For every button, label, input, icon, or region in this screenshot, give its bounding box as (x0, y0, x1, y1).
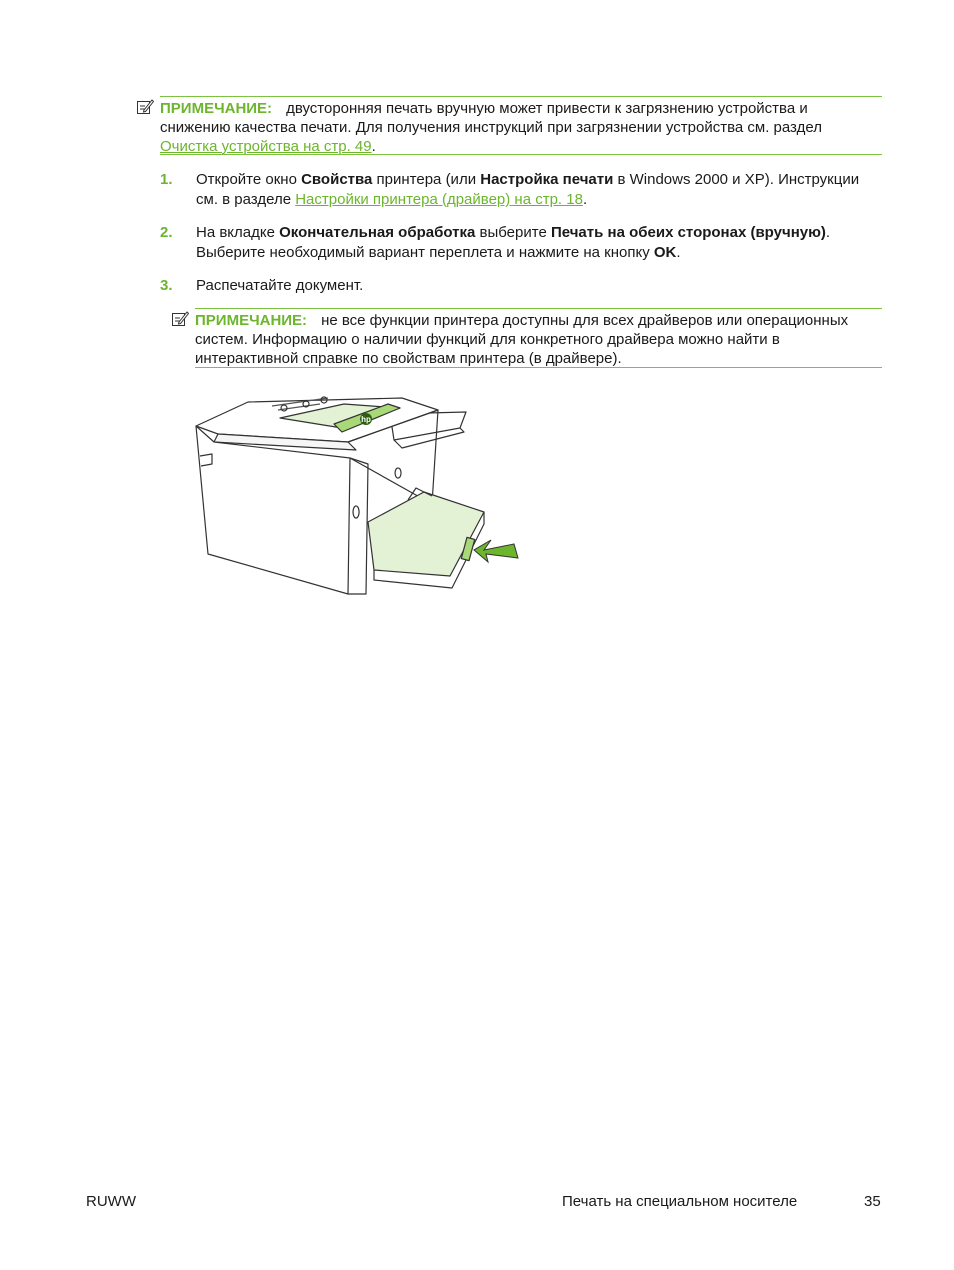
note-text: двусторонняя печать вручную может привести к загрязнению устройства и снижению качества печати. Для получения инструкций при загрязнении устройства см. раздел (160, 100, 822, 136)
note-block-2 (195, 308, 882, 368)
driver-settings-link[interactable]: Настройки принтера (драйвер) на стр. 18 (295, 191, 583, 208)
note-pencil-icon (171, 310, 189, 328)
printer-illustration (188, 384, 532, 606)
step-number: 3. (160, 277, 173, 294)
hp-logo: hp (361, 415, 371, 424)
note-block-1: ПРИМЕЧАНИЕ: двусторонняя печать вручную может привести к загрязнению устройства и снижению качества печати. Для получения инструкций при загрязнении устройства см. раздел Очистка устройства на стр. 49. (160, 96, 882, 155)
step-number: 2. (160, 224, 173, 241)
step-1 (160, 170, 882, 212)
step-text: Откройте окно Свойства принтера (или Настройка печати в Windows 2000 и XP). Инструкции см. в разделе Настройки принтера (драйвер) на стр. 18. (196, 171, 860, 208)
step-3 (160, 276, 882, 298)
note-text: не все функции принтера доступны для всех драйверов или операционных систем. Информацию о наличии функций для конкретного драйвера можно найти в интерактивной справке по свойствам принтера (в драйвере). (195, 312, 849, 367)
step-2 (160, 223, 882, 265)
note-label: ПРИМЕЧАНИЕ: (160, 100, 273, 117)
step-text: Распечатайте документ. (196, 277, 364, 294)
cleaning-link[interactable]: Очистка устройства на стр. 49 (160, 138, 372, 155)
arrow-icon (474, 540, 518, 562)
step-number: 1. (160, 171, 173, 188)
note-pencil-icon (136, 98, 154, 116)
step-text: На вкладке Окончательная обработка выберите Печать на обеих сторонах (вручную). Выберите необходимый вариант переплета и нажмите на кнопку OK. (196, 224, 831, 261)
page-number: 35 (864, 1193, 881, 1210)
footer-left: RUWW (86, 1193, 136, 1210)
footer-title: Печать на специальном носителе (562, 1193, 798, 1210)
note-label: ПРИМЕЧАНИЕ: (195, 312, 308, 329)
